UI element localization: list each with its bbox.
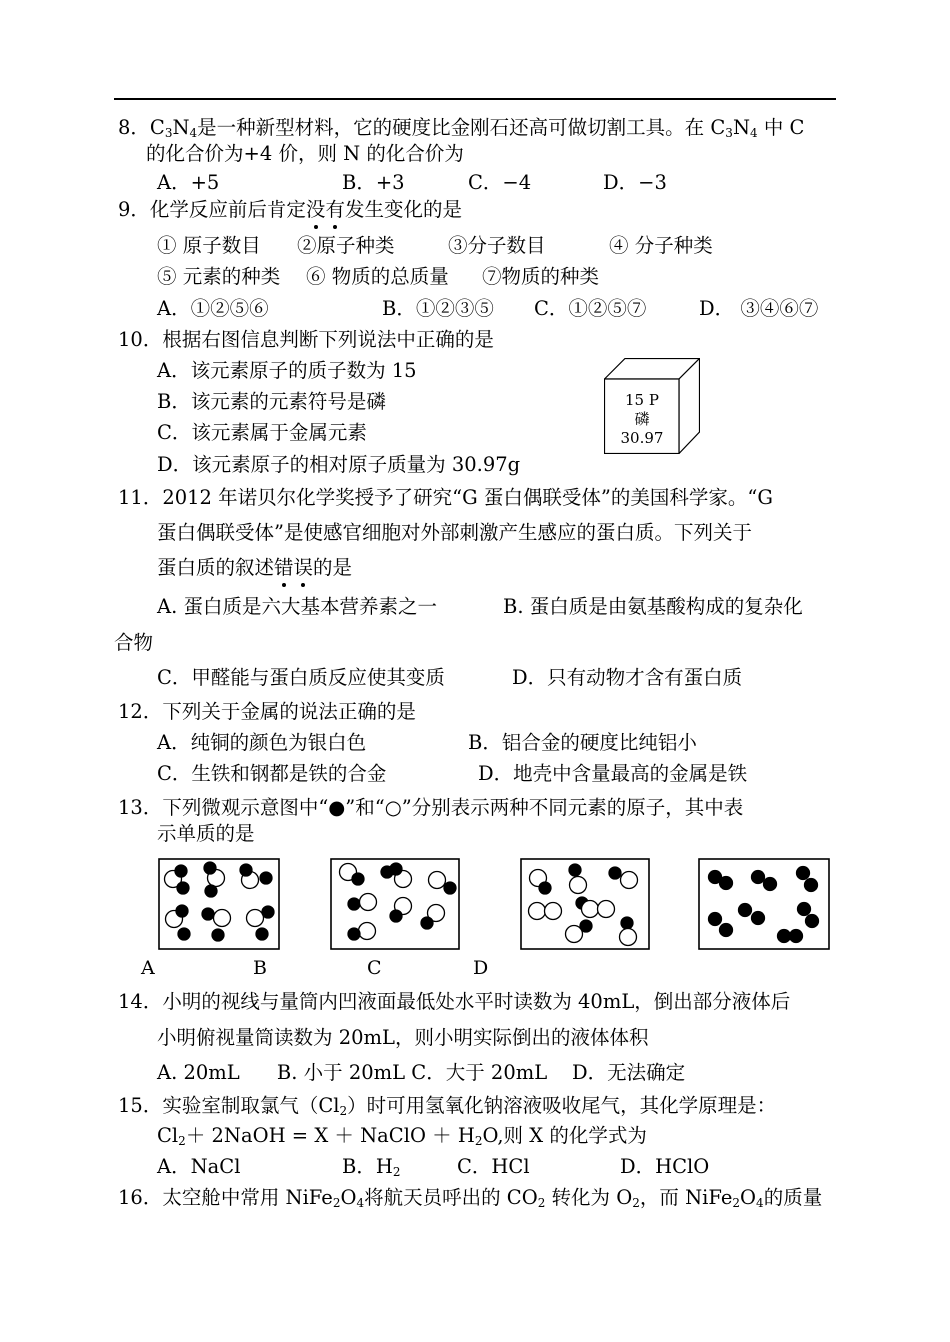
q11-option-c: C．甲醛能与蛋白质反应使其变质 (157, 666, 445, 689)
q14-line1: 14．小明的视线与量筒内凹液面最低处水平时读数为 40mL，倒出部分液体后 (118, 990, 791, 1013)
q8-option-d: D．−3 (603, 171, 667, 194)
q15-line1: 15．实验室制取氯气$(Cl_2)$时可用氢氧化钠溶液吸收尾气，其化学原理是： (118, 1094, 777, 1118)
diagram-label-b: B (253, 957, 267, 979)
q13-line2: 示单质的是 (157, 822, 255, 845)
q15-option-c: C．HCl (457, 1155, 530, 1178)
molecule-diagram-c (520, 858, 650, 950)
diagram-label-c: C (367, 957, 382, 979)
q16-line1: 16．太空舱中常用 $NiFe_2O_4$将航天员呼出的 $CO_2$ 转化为 $O_2$，而 $NiFe_2O_4$的质量 (118, 1186, 823, 1210)
q8-option-a: A．+5 (157, 171, 220, 194)
q8-line1: 8．$C_3N_4$是一种新型材料，它的硬度比金刚石还高可做切割工具。在 $C_3N_4$ 中 C (118, 116, 805, 140)
q12-option-a: A．纯铜的颜色为银白色 (157, 731, 367, 754)
q9-option-b: B．①②③⑤ (382, 297, 494, 320)
q9-item: ④ 分子种类 (609, 234, 713, 257)
q11-line1: 11．2012 年诺贝尔化学奖授予了研究“G 蛋白偶联受体”的美国科学家。“G (118, 486, 773, 509)
q10-option-b: B．该元素的元素符号是磷 (157, 390, 386, 413)
q11-line3: 蛋白质的叙述错误的是 (157, 556, 353, 579)
q12-option-b: B．铝合金的硬度比纯铝小 (468, 731, 697, 754)
q15-equation: $Cl_2+$ 2NaOH = X ＋ NaClO ＋ $H_2O$,则 X 的化学式为 (157, 1124, 647, 1148)
q9-stem: 9．化学反应前后肯定没有发生变化的是 (118, 198, 462, 221)
q8-option-b: B．+3 (342, 171, 405, 194)
molecule-diagram-d (698, 858, 830, 950)
q9-item: ②原子种类 (297, 234, 395, 257)
q9-option-d: D． ③④⑥⑦ (699, 297, 819, 320)
q9-item: ⑥ 物质的总质量 (306, 265, 449, 288)
q9-item: ⑤ 元素的种类 (157, 265, 281, 288)
q14-line2: 小明俯视量筒读数为 20mL，则小明实际倒出的液体体积 (157, 1026, 649, 1049)
q9-item: ① 原子数目 (157, 234, 261, 257)
q11-option-d: D．只有动物才含有蛋白质 (512, 666, 743, 689)
q15-option-b: B．$H_2$ (342, 1155, 401, 1179)
q9-item: ③分子数目 (448, 234, 546, 257)
q8-option-c: C．−4 (468, 171, 532, 194)
element-name: 磷 (634, 410, 650, 428)
element-cube-figure (604, 358, 700, 454)
q12-option-d: D．地壳中含量最高的金属是铁 (478, 762, 748, 785)
diagram-label-a: A (141, 957, 155, 979)
q9-option-c: C．①②⑤⑦ (534, 297, 647, 320)
header-rule (114, 98, 836, 100)
q12-stem: 12．下列关于金属的说法正确的是 (118, 700, 416, 723)
q12-option-c: C．生铁和钢都是铁的合金 (157, 762, 387, 785)
q11-line2: 蛋白偶联受体”是使感官细胞对外部刺激产生感应的蛋白质。下列关于 (157, 521, 752, 544)
q8-line2: 的化合价为+4 价，则 N 的化合价为 (146, 142, 464, 165)
q15-option-a: A．NaCl (157, 1155, 241, 1178)
q10-stem: 10．根据右图信息判断下列说法中正确的是 (118, 328, 494, 351)
q11-option-b: B. 蛋白质是由氨基酸构成的复杂化 (503, 595, 803, 618)
diagram-label-d: D (473, 957, 489, 979)
q9-option-a: A．①②⑤⑥ (157, 297, 269, 320)
q13-line1: 13．下列微观示意图中“●”和“○”分别表示两种不同元素的原子，其中表 (118, 796, 744, 819)
q14-options: A. 20mL B. 小于 20mL C．大于 20mL D．无法确定 (157, 1061, 686, 1084)
q15-option-d: D．HClO (620, 1155, 710, 1178)
q11-option-a: A. 蛋白质是六大基本营养素之一 (157, 595, 437, 618)
element-mass: 30.97 (620, 429, 664, 447)
molecule-diagram-a (158, 858, 280, 950)
element-number-symbol: 15 P (625, 391, 659, 409)
molecule-diagram-b (330, 858, 460, 950)
q10-option-d: D．该元素原子的相对原子质量为 30.97g (157, 453, 521, 476)
q10-option-a: A．该元素原子的质子数为 15 (157, 359, 417, 382)
q11-option-b-cont: 合物 (114, 631, 154, 654)
q10-option-c: C．该元素属于金属元素 (157, 421, 367, 444)
q9-item: ⑦物质的种类 (482, 265, 600, 288)
